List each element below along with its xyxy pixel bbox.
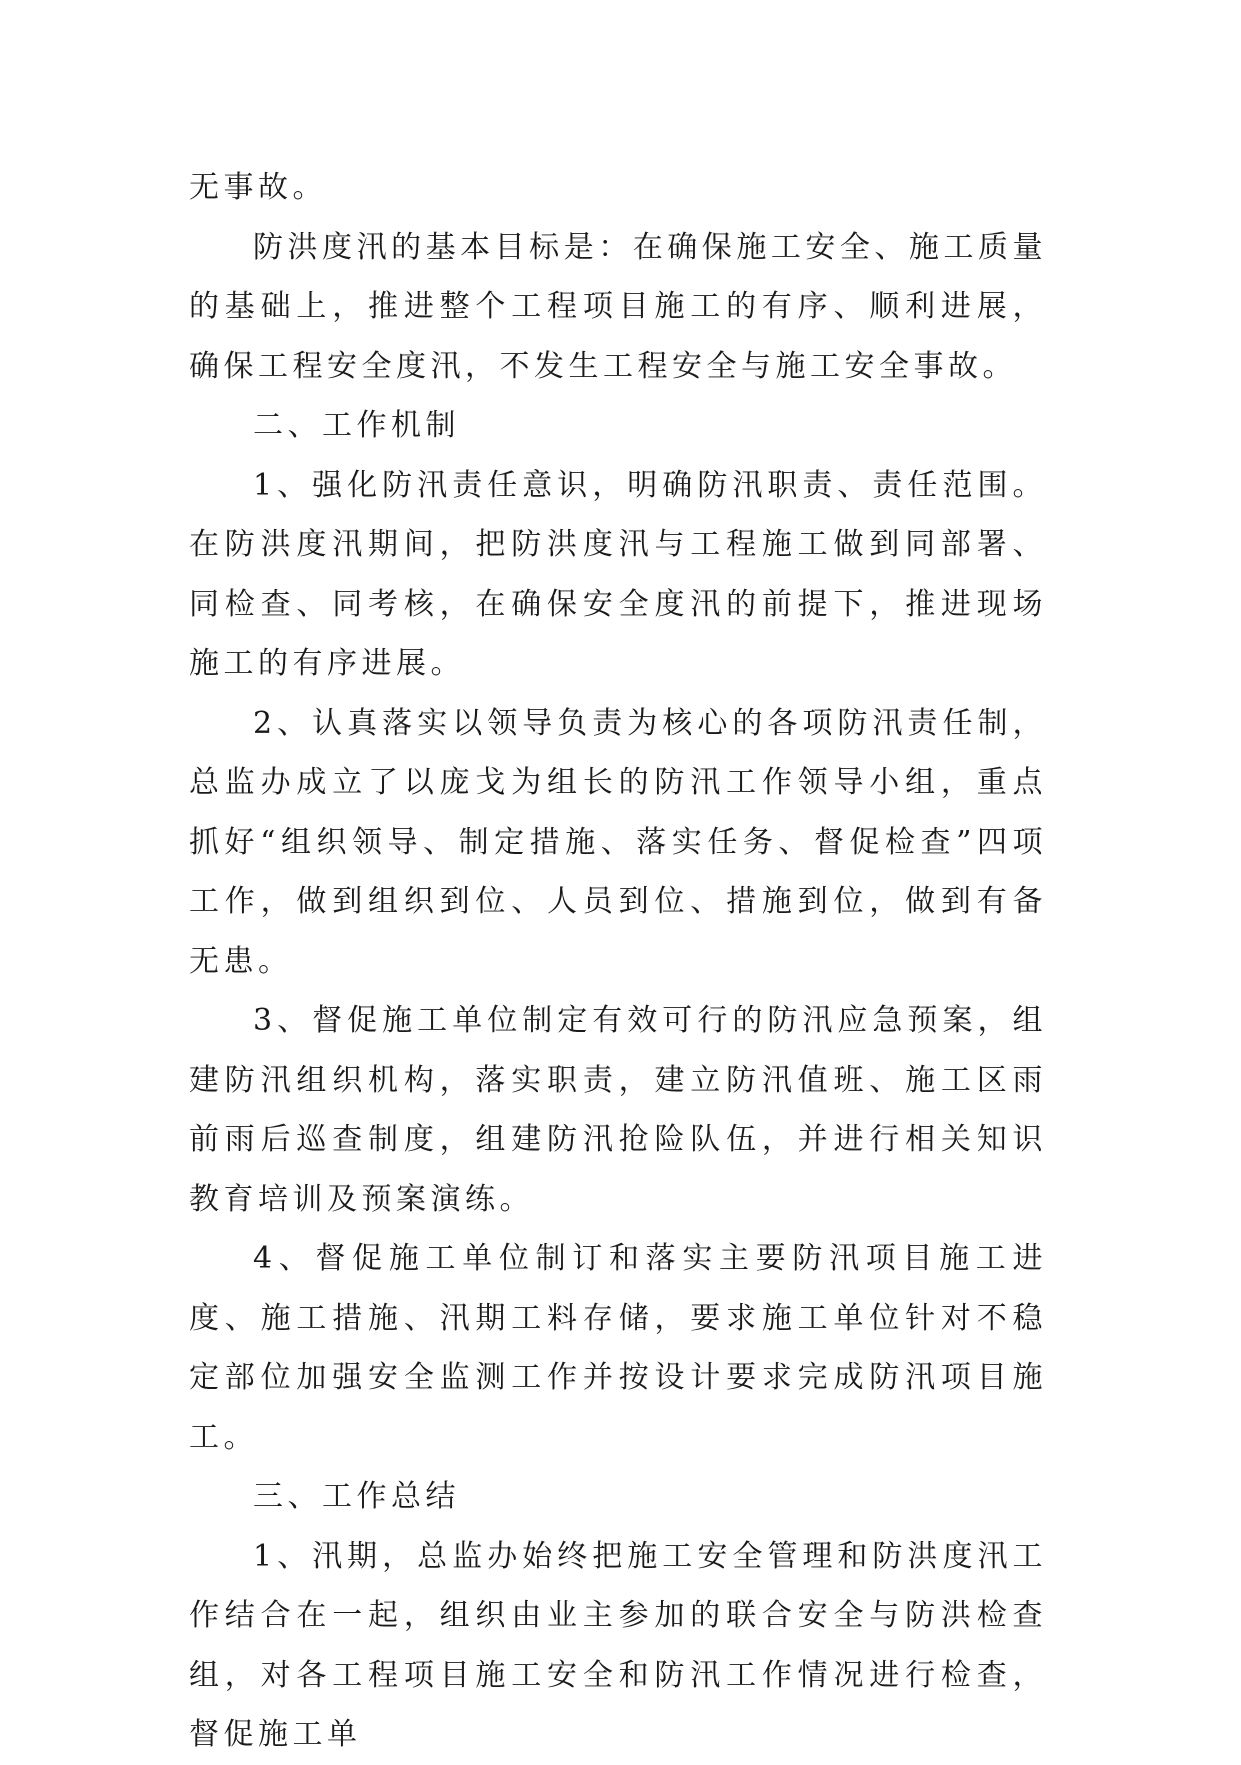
paragraph-summary-item-1: 1、汛期，总监办始终把施工安全管理和防洪度汛工作结合在一起，组织由业主参加的联合安全与防洪检查组，对各工程项目施工安全和防汛工作情况进行检查，督促施工单 xyxy=(189,1538,1047,1752)
paragraph-mechanism-item-2: 2、认真落实以领导负责为核心的各项防汛责任制，总监办成立了以庞戈为组长的防汛工作领导小组，重点抓好“组织领导、制定措施、落实任务、督促检查”四项工作，做到组织到位、人员到位、措施到位，做到有备无患。 xyxy=(189,705,1047,979)
paragraph-continuation: 无事故。 xyxy=(189,170,327,205)
paragraph-mechanism-item-4: 4、督促施工单位制订和落实主要防汛项目施工进度、施工措施、汛期工料存储，要求施工单位针对不稳定部位加强安全监测工作并按设计要求完成防汛项目施工。 xyxy=(189,1241,1047,1455)
section-heading-work-mechanism: 二、工作机制 xyxy=(253,408,460,443)
paragraph-mechanism-item-1: 1、强化防汛责任意识，明确防汛职责、责任范围。在防洪度汛期间，把防洪度汛与工程施工做到同部署、同检查、同考核，在确保安全度汛的前提下，推进现场施工的有序进展。 xyxy=(189,467,1047,681)
paragraph-basic-goal: 防洪度汛的基本目标是：在确保施工安全、施工质量的基础上，推进整个工程项目施工的有序、顺利进展，确保工程安全度汛，不发生工程安全与施工安全事故。 xyxy=(189,229,1047,384)
paragraph-mechanism-item-3: 3、督促施工单位制定有效可行的防汛应急预案，组建防汛组织机构，落实职责，建立防汛值班、施工区雨前雨后巡查制度，组建防汛抢险队伍，并进行相关知识教育培训及预案演练。 xyxy=(189,1003,1047,1217)
section-heading-work-summary: 三、工作总结 xyxy=(253,1479,460,1514)
document-body xyxy=(189,158,1047,1765)
